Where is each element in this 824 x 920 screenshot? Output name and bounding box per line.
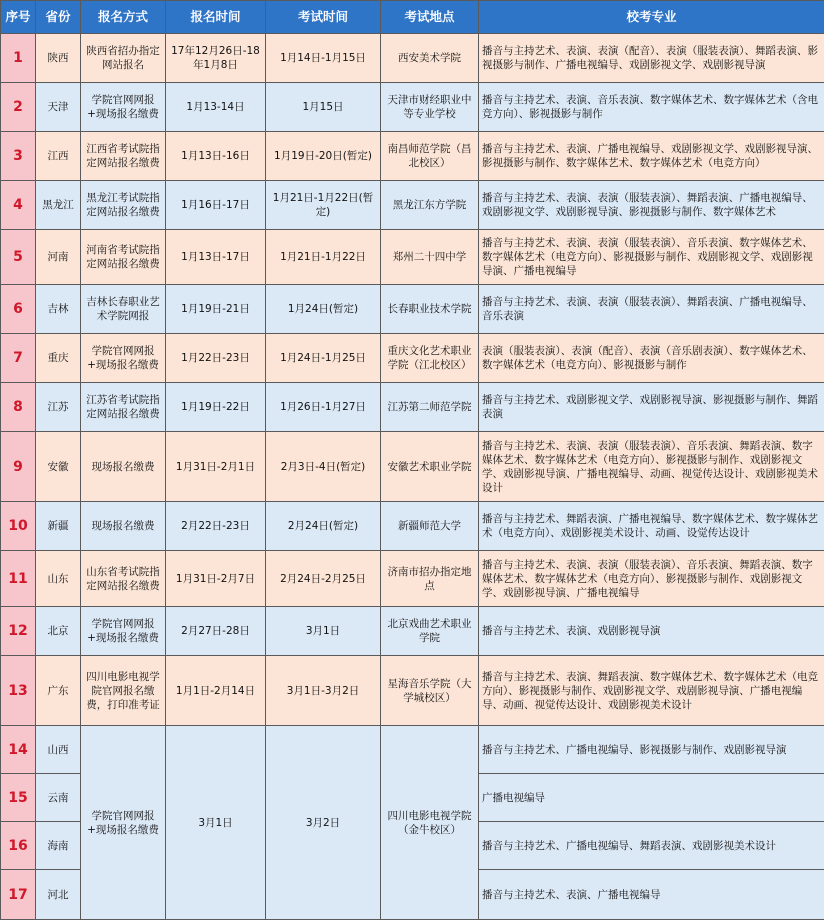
row-location: 星海音乐学院（大学城校区） [381, 656, 479, 726]
row-province: 云南 [36, 774, 81, 822]
row-province: 新疆 [36, 502, 81, 551]
row-exam-time: 2月24日-2月25日 [266, 551, 381, 607]
row-method: 河南省考试院指定网站报名缴费 [81, 230, 166, 285]
table-row [1, 551, 824, 607]
row-seq: 9 [1, 432, 36, 502]
row-method: 陕西省招办指定网站报名 [81, 34, 166, 83]
row-reg-time: 1月19日-22日 [166, 383, 266, 432]
header-province: 省份 [36, 1, 81, 34]
row-location: 长春职业技术学院 [381, 285, 479, 334]
row-exam-time: 1月14日-1月15日 [266, 34, 381, 83]
row-seq: 12 [1, 607, 36, 656]
row-seq: 11 [1, 551, 36, 607]
header-exam-time: 考试时间 [266, 1, 381, 34]
row-seq: 5 [1, 230, 36, 285]
row-location: 北京戏曲艺术职业学院 [381, 607, 479, 656]
row-method: 江西省考试院指定网站报名缴费 [81, 132, 166, 181]
row-province: 山西 [36, 726, 81, 774]
row-province: 安徽 [36, 432, 81, 502]
table-row [1, 34, 824, 83]
row-majors: 播音与主持艺术、表演、表演（配音）、表演（服装表演）、舞蹈表演、影视摄影与制作、广播电视编导、戏剧影视文学、戏剧影视导演 [479, 34, 824, 83]
row-majors: 播音与主持艺术、表演、表演（服装表演）、音乐表演、数字媒体艺术、数字媒体艺术（电竞方向）、影视摄影与制作、戏剧影视文学、戏剧影视导演、广播电视编导 [479, 230, 824, 285]
table-row [1, 432, 824, 502]
row-location: 重庆文化艺术职业学院（江北校区） [381, 334, 479, 383]
row-location: 新疆师范大学 [381, 502, 479, 551]
row-reg-time: 1月31日-2月1日 [166, 432, 266, 502]
row-location: 西安美术学院 [381, 34, 479, 83]
row-reg-time: 17年12月26日-18年1月8日 [166, 34, 266, 83]
row-province: 江苏 [36, 383, 81, 432]
row-seq: 3 [1, 132, 36, 181]
row-exam-time: 2月3日-4日(暂定) [266, 432, 381, 502]
row-province: 天津 [36, 83, 81, 132]
row-majors: 播音与主持艺术、舞蹈表演、广播电视编导、数字媒体艺术、数字媒体艺术（电竞方向）、戏剧影视美术设计、动画、设觉传达设计 [479, 502, 824, 551]
table-row [1, 132, 824, 181]
header-location: 考试地点 [381, 1, 479, 34]
row-seq: 13 [1, 656, 36, 726]
row-seq: 7 [1, 334, 36, 383]
table-row [1, 285, 824, 334]
row-reg-time: 1月16日-17日 [166, 181, 266, 230]
merged-reg-time: 3月1日 [166, 726, 266, 920]
row-majors: 播音与主持艺术、表演、广播电视编导、戏剧影视文学、戏剧影视导演、影视摄影与制作、数字媒体艺术、数字媒体艺术（电竞方向） [479, 132, 824, 181]
row-reg-time: 1月31日-2月7日 [166, 551, 266, 607]
row-province: 海南 [36, 822, 81, 870]
row-seq: 16 [1, 822, 36, 870]
row-seq: 10 [1, 502, 36, 551]
row-reg-time: 2月22日-23日 [166, 502, 266, 551]
row-province: 山东 [36, 551, 81, 607]
row-method: 学院官网网报+现场报名缴费 [81, 83, 166, 132]
row-reg-time: 1月22日-23日 [166, 334, 266, 383]
row-majors: 播音与主持艺术、表演、广播电视编导 [479, 870, 824, 920]
row-exam-time: 1月19日-20日(暂定) [266, 132, 381, 181]
row-exam-time: 1月24日-1月25日 [266, 334, 381, 383]
table-row [1, 181, 824, 230]
row-majors: 播音与主持艺术、表演、表演（服装表演）、舞蹈表演、广播电视编导、音乐表演 [479, 285, 824, 334]
row-location: 济南市招办指定地点 [381, 551, 479, 607]
table-row [1, 607, 824, 656]
row-seq: 2 [1, 83, 36, 132]
row-reg-time: 1月19日-21日 [166, 285, 266, 334]
table-row [1, 230, 824, 285]
row-seq: 6 [1, 285, 36, 334]
header-method: 报名方式 [81, 1, 166, 34]
row-location: 天津市财经职业中等专业学校 [381, 83, 479, 132]
row-method: 现场报名缴费 [81, 502, 166, 551]
row-majors: 播音与主持艺术、表演、表演（服装表演）、音乐表演、舞蹈表演、数字媒体艺术、数字媒体艺术（电竞方向）、影视摄影与制作、戏剧影视文学、戏剧影视导演、广播电视编导 [479, 551, 824, 607]
row-majors: 表演（服装表演）、表演（配音）、表演（音乐剧表演）、数字媒体艺术、数字媒体艺术（电竞方向）、影视摄影与制作 [479, 334, 824, 383]
table-row [1, 502, 824, 551]
row-method: 四川电影电视学院官网报名缴费，打印准考证 [81, 656, 166, 726]
merged-exam-time: 3月2日 [266, 726, 381, 920]
row-seq: 14 [1, 726, 36, 774]
row-location: 南昌师范学院（昌北校区） [381, 132, 479, 181]
row-province: 河北 [36, 870, 81, 920]
row-seq: 17 [1, 870, 36, 920]
header-reg-time: 报名时间 [166, 1, 266, 34]
row-exam-time: 1月24日(暂定) [266, 285, 381, 334]
row-province: 吉林 [36, 285, 81, 334]
row-majors: 播音与主持艺术、表演、表演（服装表演）、舞蹈表演、广播电视编导、戏剧影视文学、戏剧影视导演、影视摄影与制作、数字媒体艺术 [479, 181, 824, 230]
row-seq: 15 [1, 774, 36, 822]
row-exam-time: 3月1日-3月2日 [266, 656, 381, 726]
row-reg-time: 1月13日-17日 [166, 230, 266, 285]
row-method: 现场报名缴费 [81, 432, 166, 502]
header-majors: 校考专业 [479, 1, 824, 34]
row-province: 黑龙江 [36, 181, 81, 230]
row-province: 河南 [36, 230, 81, 285]
row-exam-time: 1月26日-1月27日 [266, 383, 381, 432]
merged-method: 学院官网网报+现场报名缴费 [81, 726, 166, 920]
table-row [1, 334, 824, 383]
row-exam-time: 3月1日 [266, 607, 381, 656]
row-location: 安徽艺术职业学院 [381, 432, 479, 502]
row-majors: 广播电视编导 [479, 774, 824, 822]
row-location: 江苏第二师范学院 [381, 383, 479, 432]
row-majors: 播音与主持艺术、表演、戏剧影视导演 [479, 607, 824, 656]
header-row [1, 1, 824, 34]
row-exam-time: 2月24日(暂定) [266, 502, 381, 551]
row-seq: 1 [1, 34, 36, 83]
row-reg-time: 1月13日-16日 [166, 132, 266, 181]
row-province: 江西 [36, 132, 81, 181]
table-row [1, 83, 824, 132]
row-method: 山东省考试院指定网站报名缴费 [81, 551, 166, 607]
row-province: 陕西 [36, 34, 81, 83]
row-location: 郑州二十四中学 [381, 230, 479, 285]
row-exam-time: 1月15日 [266, 83, 381, 132]
row-seq: 8 [1, 383, 36, 432]
table-row [1, 726, 824, 774]
row-majors: 播音与主持艺术、表演、表演（服装表演）、音乐表演、舞蹈表演、数字媒体艺术、数字媒体艺术（电竞方向）、影视摄影与制作、戏剧影视文学、戏剧影视导演、广播电视编导、动画、视觉传达设计、戏剧影视美术设计 [479, 432, 824, 502]
row-method: 学院官网网报+现场报名缴费 [81, 607, 166, 656]
row-location: 黑龙江东方学院 [381, 181, 479, 230]
row-method: 江苏省考试院指定网站报名缴费 [81, 383, 166, 432]
row-method: 黑龙江考试院指定网站报名缴费 [81, 181, 166, 230]
row-reg-time: 1月1日-2月14日 [166, 656, 266, 726]
row-majors: 播音与主持艺术、表演、舞蹈表演、数字媒体艺术、数字媒体艺术（电竞方向）、影视摄影与制作、戏剧影视文学、戏剧影视导演、广播电视编导、动画、视觉传达设计、戏剧影视美术设计 [479, 656, 824, 726]
row-province: 重庆 [36, 334, 81, 383]
row-reg-time: 2月27日-28日 [166, 607, 266, 656]
header-seq: 序号 [1, 1, 36, 34]
table-row [1, 383, 824, 432]
row-seq: 4 [1, 181, 36, 230]
merged-location: 四川电影电视学院（金牛校区） [381, 726, 479, 920]
row-reg-time: 1月13-14日 [166, 83, 266, 132]
row-province: 北京 [36, 607, 81, 656]
table-row [1, 656, 824, 726]
row-province: 广东 [36, 656, 81, 726]
row-majors: 播音与主持艺术、广播电视编导、影视摄影与制作、戏剧影视导演 [479, 726, 824, 774]
row-method: 吉林长春职业艺术学院网报 [81, 285, 166, 334]
row-majors: 播音与主持艺术、戏剧影视文学、戏剧影视导演、影视摄影与制作、舞蹈表演 [479, 383, 824, 432]
row-majors: 播音与主持艺术、表演、音乐表演、数字媒体艺术、数字媒体艺术（含电竞方向）、影视摄影与制作 [479, 83, 824, 132]
row-majors: 播音与主持艺术、广播电视编导、舞蹈表演、戏剧影视美术设计 [479, 822, 824, 870]
row-exam-time: 1月21日-1月22日(暂定) [266, 181, 381, 230]
table-body [1, 34, 824, 920]
row-method: 学院官网网报+现场报名缴费 [81, 334, 166, 383]
row-exam-time: 1月21日-1月22日 [266, 230, 381, 285]
